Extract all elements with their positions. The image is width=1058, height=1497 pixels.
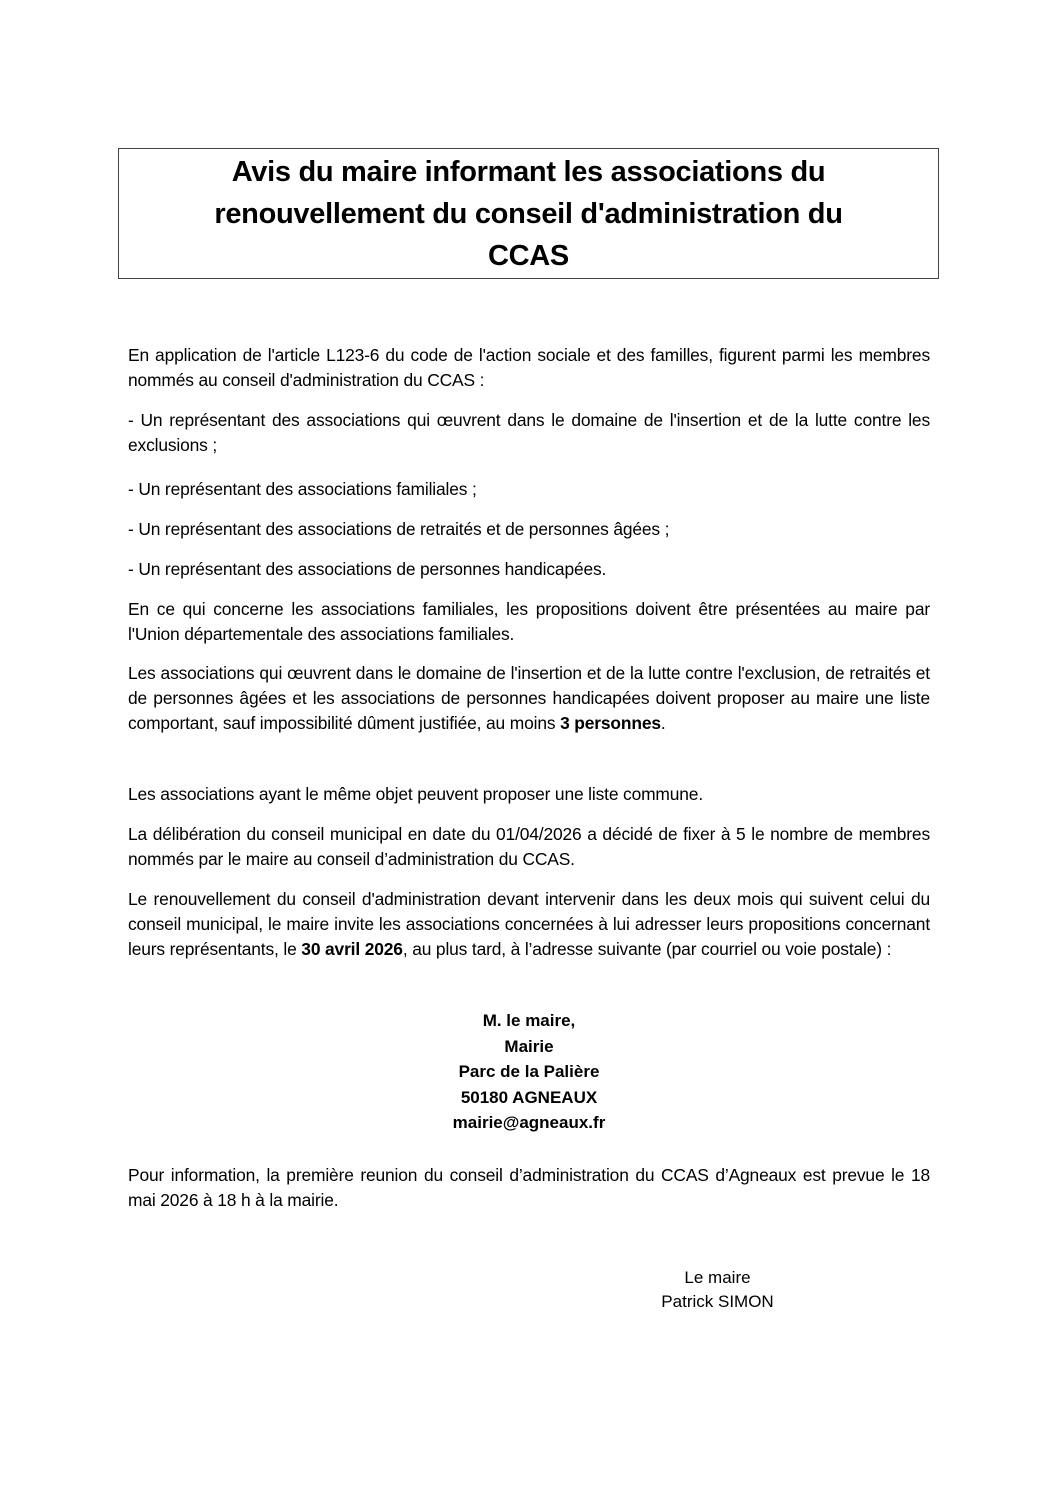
familiales-text: En ce qui concerne les associations familiales, les propositions doivent être présentées au maire par l'Union départementale des associations familiales. [128, 599, 930, 644]
signature-name: Patrick SIMON [661, 1292, 774, 1311]
list-item: - Un représentant des associations qui œuvrent dans le domaine de l'insertion et de la lutte contre les exclusions ; [128, 410, 930, 455]
address-email: mairie@agneaux.fr [452, 1113, 606, 1132]
deliberation-paragraph [128, 822, 930, 872]
signature-role: Le maire [684, 1268, 751, 1287]
list-item: - Un représentant des associations de retraités et de personnes âgées ; [128, 519, 670, 539]
document-title-box [118, 148, 939, 279]
renouvellement-paragraph [128, 887, 930, 962]
list-item-wrapper [128, 557, 930, 582]
liste-minimum-bold: 3 personnes [560, 713, 661, 733]
renouvellement-text [128, 887, 930, 962]
address-recipient: M. le maire, [482, 1011, 576, 1030]
document-title-line-3: CCAS [488, 239, 569, 272]
address-postal-city: 50180 AGNEAUX [460, 1087, 598, 1107]
liste-text [128, 661, 930, 736]
address-street: Parc de la Palière [458, 1062, 600, 1081]
mailing-address [0, 1008, 1058, 1136]
commune-text: Les associations ayant le même objet peuvent proposer une liste commune. [128, 784, 704, 804]
information-text: Pour information, la première reunion du conseil d’administration du CCAS d’Agneaux est prevue le 18 mai 2026 à 18 h à la mairie. [128, 1165, 930, 1210]
familiales-paragraph [128, 597, 930, 647]
liste-text-start: Les associations qui œuvrent dans le domaine de l'insertion et de la lutte contre l'exclusion, de retraités et de personnes âgées et les associations de personnes handicapées doivent proposer au maire une liste comportant, sauf impossibilité dûment justifiée, au moins [128, 663, 930, 733]
intro-paragraph [128, 343, 930, 393]
list-item: - Un représentant des associations de personnes handicapées. [128, 559, 607, 579]
list-item-wrapper [128, 477, 930, 502]
address-building: Mairie [504, 1036, 554, 1056]
signature-block [630, 1266, 805, 1314]
deliberation-text: La délibération du conseil municipal en date du 01/04/2026 a décidé de fixer à 5 le nombre de membres nommés par le maire au conseil d’administration du CCAS. [128, 824, 930, 869]
liste-text-end: . [660, 713, 666, 733]
renouvellement-text-start: Le renouvellement du conseil d'administration devant intervenir dans les deux mois qui suivent celui du conseil municipal, le maire invite les associations concernées à lui adresser leurs propositions concernant leurs représentants, le [128, 889, 930, 959]
document-title-line-2: renouvellement du conseil d'administration du [214, 197, 843, 230]
renouvellement-text-end: , au plus tard, à l’adresse suivante (par courriel ou voie postale) : [402, 939, 892, 959]
commune-paragraph [128, 782, 930, 807]
intro-text: En application de l'article L123-6 du code de l'action sociale et des familles, figurent parmi les membres nommés au conseil d'administration du CCAS : [128, 345, 930, 390]
document-title-line-1: Avis du maire informant les associations du [231, 155, 826, 188]
information-paragraph [128, 1163, 930, 1213]
liste-paragraph [128, 661, 930, 736]
list-item: - Un représentant des associations familiales ; [128, 479, 477, 499]
deadline-date-bold: 30 avril 2026 [301, 939, 403, 959]
representatives-list [128, 408, 930, 458]
list-item-wrapper [128, 517, 930, 542]
